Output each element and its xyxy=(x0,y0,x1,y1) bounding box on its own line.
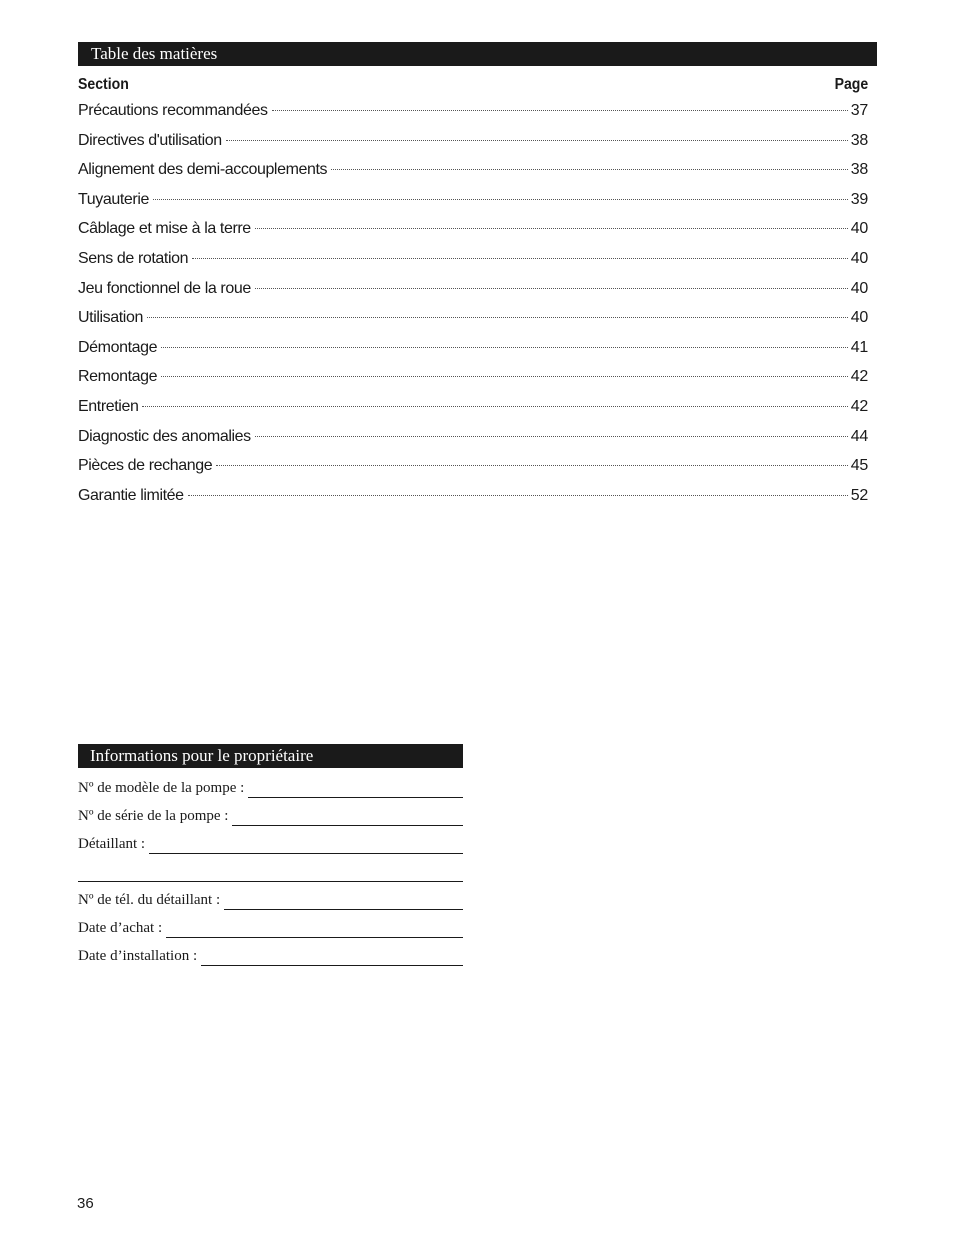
toc-entry-page: 40 xyxy=(850,309,868,327)
owner-field-blank-line[interactable] xyxy=(232,807,463,826)
toc-entry[interactable] xyxy=(78,185,868,215)
toc-entry-page: 42 xyxy=(850,368,868,386)
dot-leader xyxy=(147,317,848,318)
dot-leader xyxy=(161,376,848,377)
dot-leader xyxy=(331,169,848,170)
toc-entry-title: Entretien xyxy=(78,397,139,415)
owner-field-blank-line[interactable] xyxy=(149,835,463,854)
dot-leader xyxy=(226,140,848,141)
toc-entry[interactable] xyxy=(78,274,868,304)
toc-entry[interactable] xyxy=(78,244,868,274)
owner-info-title: Informations pour le propriétaire xyxy=(90,746,314,765)
toc-entry-title: Pièces de rechange xyxy=(78,457,213,475)
owner-field-label: Nº de tél. du détaillant : xyxy=(78,892,221,908)
toc-entry-page: 38 xyxy=(850,161,868,179)
owner-field-row xyxy=(78,854,463,882)
owner-field-label: Date d’installation : xyxy=(78,948,198,964)
toc-entry-page: 39 xyxy=(850,190,868,208)
toc-header xyxy=(78,42,877,66)
toc-column-headings xyxy=(78,72,868,98)
toc-entry-title: Remontage xyxy=(78,368,158,386)
page-heading: Page xyxy=(834,76,869,93)
toc-entry-page: 40 xyxy=(850,279,868,297)
section-heading: Section xyxy=(78,76,129,93)
owner-field-blank-line[interactable] xyxy=(248,779,463,798)
owner-field-label: Date d’achat : xyxy=(78,920,163,936)
toc-entry-title: Démontage xyxy=(78,338,158,356)
owner-field-blank-line[interactable] xyxy=(166,919,463,938)
toc-entry[interactable] xyxy=(78,422,868,452)
owner-field-label: Nº de série de la pompe : xyxy=(78,808,229,824)
toc-entry-title: Tuyauterie xyxy=(78,190,150,208)
toc-entry[interactable] xyxy=(78,392,868,422)
toc-entry[interactable] xyxy=(78,362,868,392)
dot-leader xyxy=(142,406,847,407)
toc-entry-title: Sens de rotation xyxy=(78,249,189,267)
owner-field-row xyxy=(78,882,463,910)
toc-entry-page: 44 xyxy=(850,427,868,445)
toc-entry-page: 40 xyxy=(850,249,868,267)
toc-entry-title: Utilisation xyxy=(78,309,143,327)
owner-info-fields xyxy=(78,770,463,966)
toc-entry[interactable] xyxy=(78,333,868,363)
toc-entry-title: Garantie limitée xyxy=(78,486,184,504)
toc-entry-page: 37 xyxy=(850,102,868,119)
toc-entry[interactable] xyxy=(78,96,868,126)
dot-leader xyxy=(255,436,848,437)
dot-leader xyxy=(161,347,848,348)
dot-leader xyxy=(272,110,848,111)
dot-leader xyxy=(255,228,848,229)
page-number: 36 xyxy=(77,1195,94,1212)
owner-field-blank-line[interactable] xyxy=(78,863,463,882)
dot-leader xyxy=(153,199,848,200)
owner-field-row xyxy=(78,798,463,826)
owner-field-row xyxy=(78,770,463,798)
toc-entry-page: 42 xyxy=(850,397,868,415)
owner-info-header xyxy=(78,744,463,768)
toc-entry-title: Diagnostic des anomalies xyxy=(78,427,251,445)
owner-field-blank-line[interactable] xyxy=(201,947,463,966)
toc-entry-title: Précautions recommandées xyxy=(78,102,268,119)
toc-entry-title: Câblage et mise à la terre xyxy=(78,220,251,238)
dot-leader xyxy=(188,495,848,496)
toc-entry-title: Directives d'utilisation xyxy=(78,131,222,149)
toc-title: Table des matières xyxy=(91,44,218,63)
toc-entry-page: 45 xyxy=(850,457,868,475)
toc-entry-page: 52 xyxy=(850,486,868,504)
owner-field-blank-line[interactable] xyxy=(224,891,463,910)
toc-entry[interactable] xyxy=(78,214,868,244)
toc-entry[interactable] xyxy=(78,481,868,511)
owner-field-label: Détaillant : xyxy=(78,836,146,852)
toc-entry[interactable] xyxy=(78,451,868,481)
toc-entry-page: 41 xyxy=(850,338,868,356)
toc-list xyxy=(78,96,868,510)
toc-entry[interactable] xyxy=(78,155,868,185)
owner-field-row xyxy=(78,826,463,854)
toc-entry-title: Jeu fonctionnel de la roue xyxy=(78,279,251,297)
owner-field-row xyxy=(78,910,463,938)
dot-leader xyxy=(192,258,848,259)
toc-entry-page: 38 xyxy=(850,131,868,149)
toc-entry-title: Alignement des demi-accouplements xyxy=(78,161,328,179)
owner-field-row xyxy=(78,938,463,966)
toc-entry[interactable] xyxy=(78,303,868,333)
toc-entry-page: 40 xyxy=(850,220,868,238)
owner-field-label: Nº de modèle de la pompe : xyxy=(78,780,245,796)
dot-leader xyxy=(255,288,848,289)
toc-entry[interactable] xyxy=(78,126,868,156)
dot-leader xyxy=(216,465,848,466)
